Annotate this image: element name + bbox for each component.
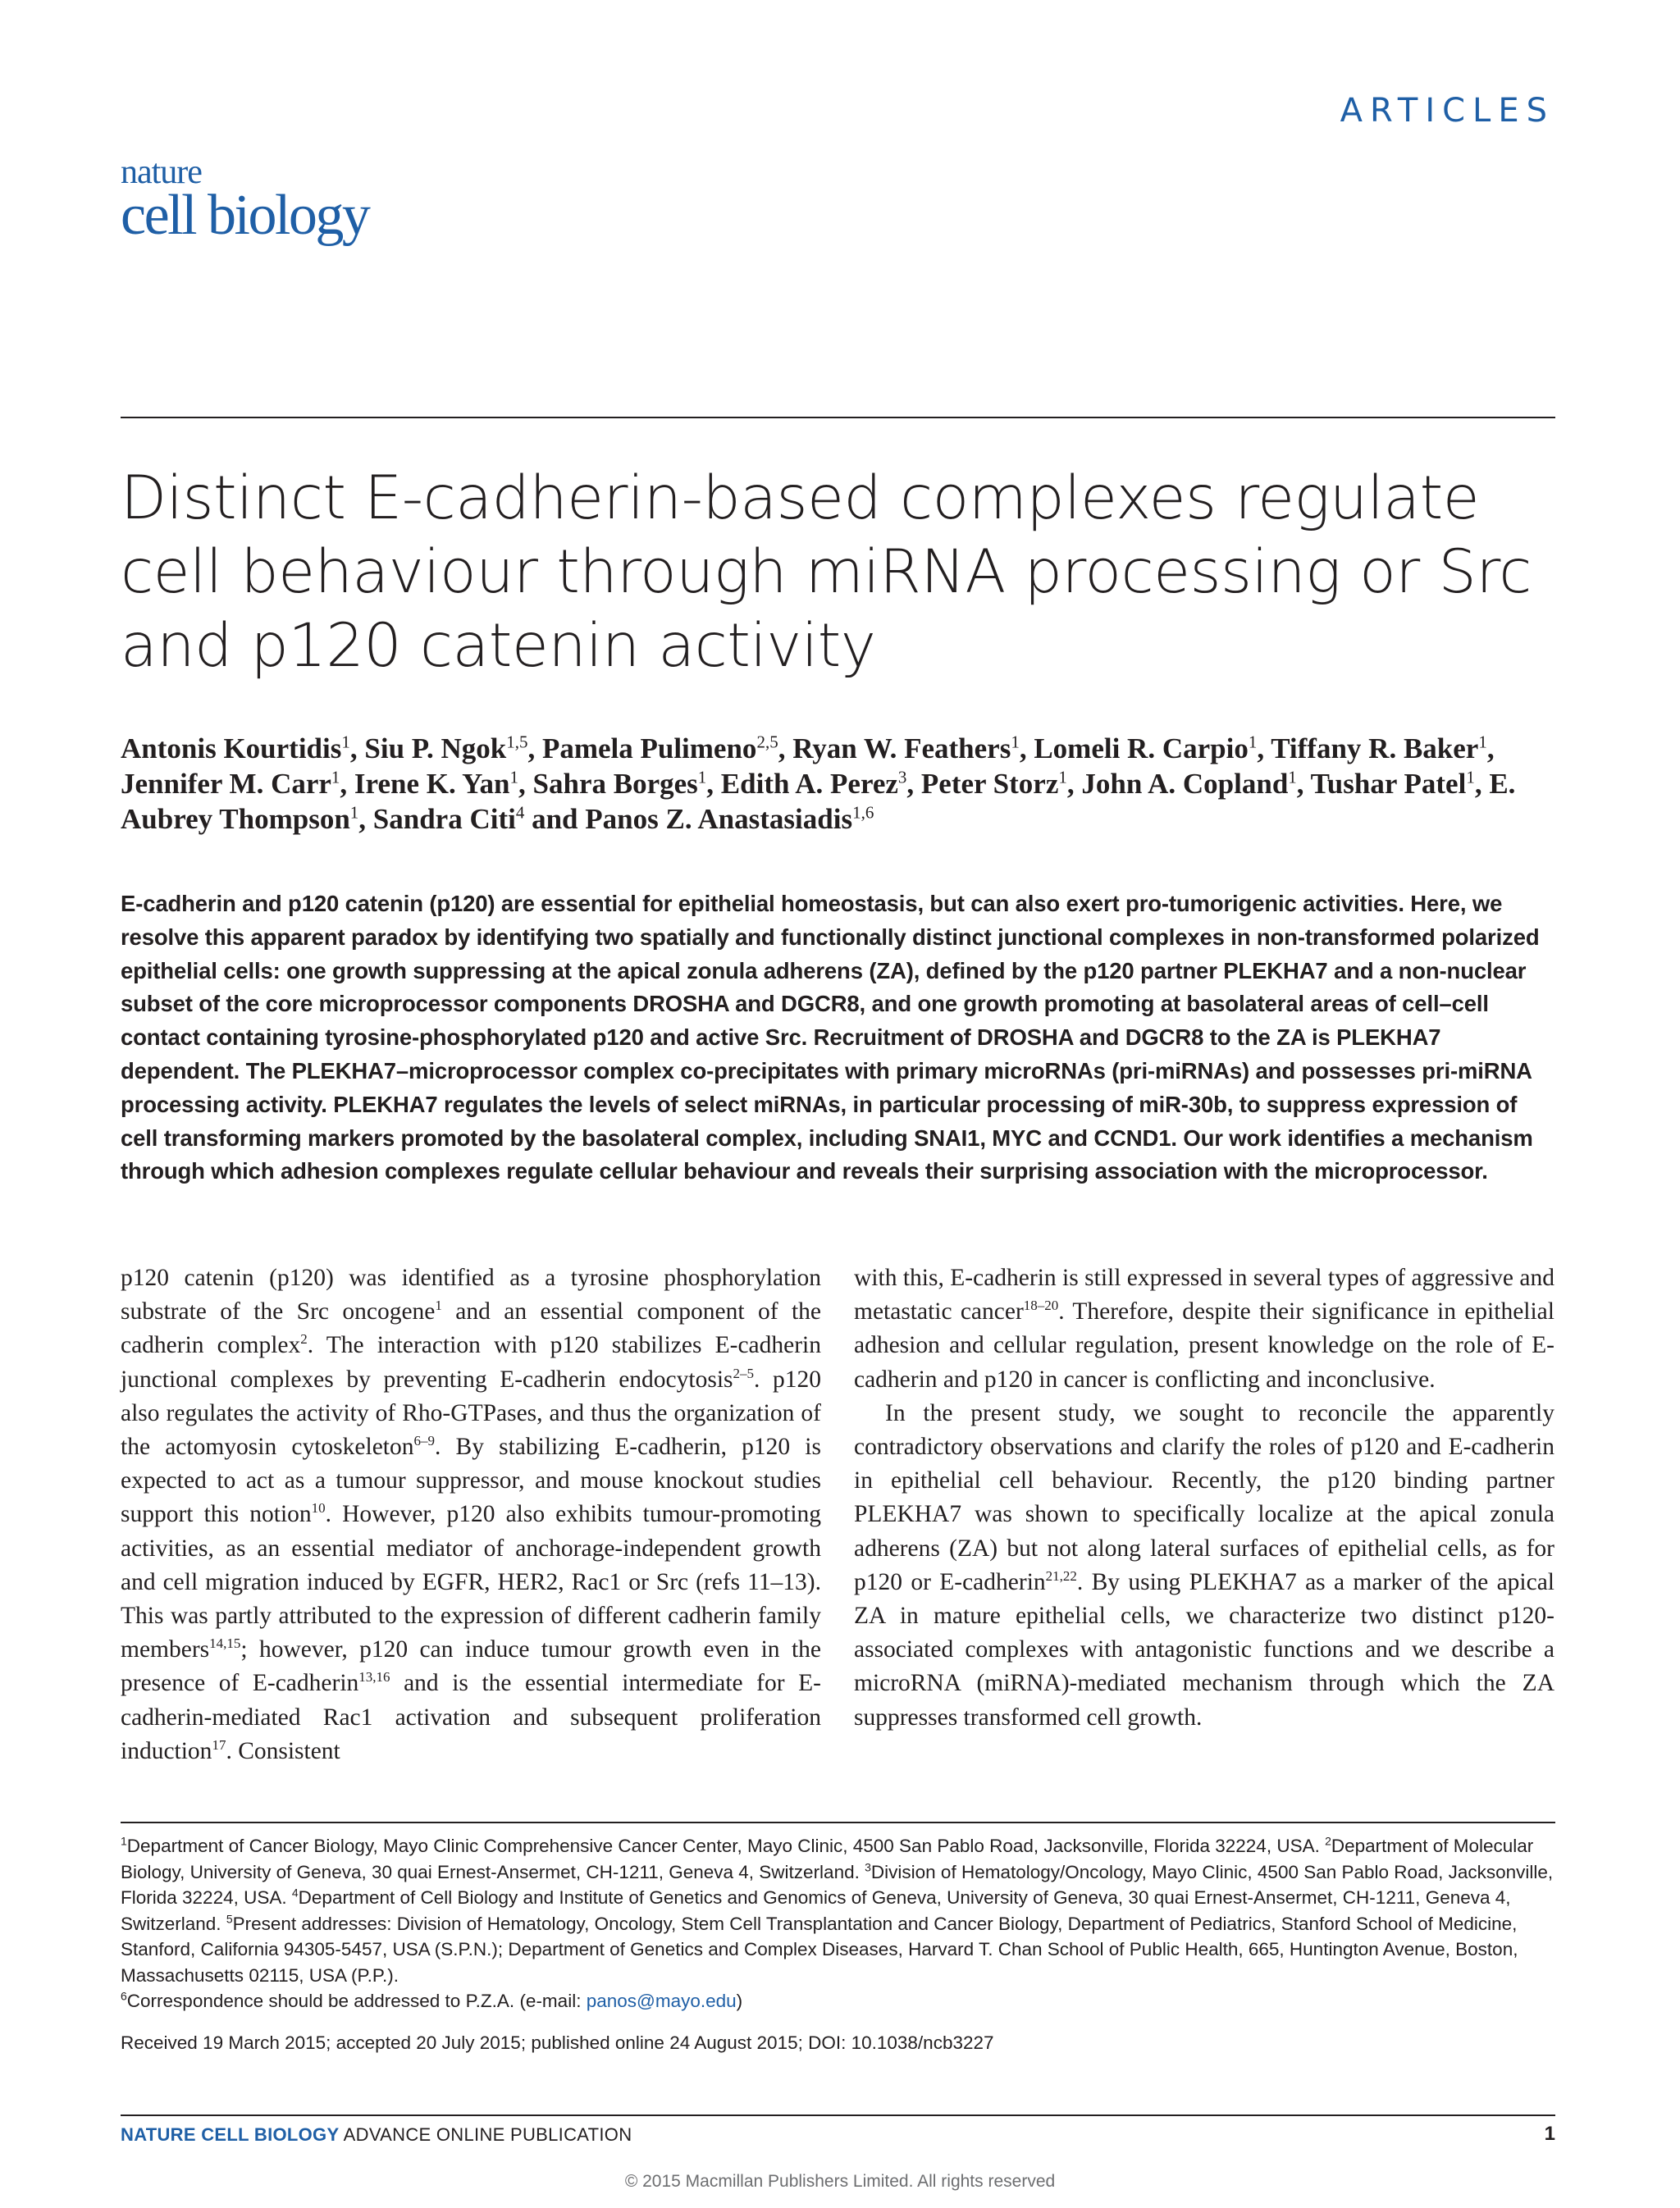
correspondence-email-link[interactable]: panos@mayo.edu	[586, 1991, 737, 2011]
body-column-left	[121, 1261, 821, 1768]
affiliations: $^1$Department of Cancer Biology, Mayo Clinic Comprehensive Cancer Center, Mayo Clinic, 4500 San Pablo Road, Jacksonville, Florida 32224, USA. $^2$Department of Molecular Biology, University of Geneva, 30 quai Ernest-Ansermet, CH-1211, Geneva 4, Switzerland. $^3$Division of Hematology/Oncology, Mayo Clinic, 4500 San Pablo Road, Jacksonville, Florida 32224, USA. $^4$Department of Cell Biology and Institute of Genetics and Genomics of Geneva, University of Geneva, 30 quai Ernest-Ansermet, CH-1211, Geneva 4, Switzerland. $^5$Present addresses: Division of Hematology, Oncology, Stem Cell Transplantation and Cancer Biology, Department of Pediatrics, Stanford School of Medicine, Stanford, California 94305-5457, USA (S.P.N.); Department of Genetics and Complex Diseases, Harvard T. Chan School of Public Health, 665, Huntington Avenue, Boston, Massachusetts 02115, USA (P.P.). $^6$Correspondence should be addressed to P.Z.A. (e-mail: panos@mayo.edu)	[121, 1834, 1554, 2011]
author: Siu P. Ngok$^{1,5}$	[364, 732, 528, 764]
body-paragraph: with this, E-cadherin is still expressed in several types of aggressive and metastatic cancer$^{18-20}$. Therefore, despite their significance in epithelial adhesion and cellular regulation, present knowledge on the role of E-cadherin and p120 in cancer is conflicting and inconclusive.	[854, 1265, 1554, 1393]
journal-logo	[121, 153, 369, 247]
body-column-right	[854, 1261, 1554, 1735]
journal-logo-bottom: cell biology	[121, 184, 369, 247]
author: Tushar Patel$^1$	[1310, 767, 1475, 800]
footer-journal	[121, 2124, 632, 2146]
author: Sandra Citi$^4$	[372, 802, 525, 835]
article-title: Distinct E-cadherin-based complexes regulate cell behaviour through miRNA processing or Src and p120 catenin activity	[121, 463, 1532, 681]
footnote-rule	[121, 1822, 1555, 1823]
header-rule	[121, 417, 1555, 418]
author: Lomeli R. Carpio$^1$	[1034, 732, 1258, 764]
author: Sahra Borges$^1$	[532, 767, 707, 800]
body-paragraph: p120 catenin (p120) was identified as a tyrosine phosphorylation substrate of the Src oncogene$^1$ and an essential component of the cadherin complex$^2$. The interaction with p120 stabilizes E-cadherin junctional complexes by preventing E-cadherin endocytosis$^{2-5}$. p120 also regulates the activity of Rho-GTPases, and thus the organization of the actomyosin cytoskeleton$^{6-9}$. By stabilizing E-cadherin, p120 is expected to act as a tumour suppressor, and mouse knockout studies support this notion$^{10}$. However, p120 also exhibits tumour-promoting activities, as an essential mediator of anchorage-independent growth and cell migration induced by EGFR, HER2, Rac1 or Src (refs 11–13). This was partly attributed to the expression of different cadherin family members$^{14,15}$; however, p120 can induce tumour growth even in the presence of E-cadherin$^{13,16}$ and is the essential intermediate for E-cadherin-mediated Rac1 activation and subsequent proliferation induction$^{17}$. Consistent	[121, 1265, 822, 1764]
journal-logo-top: nature	[121, 153, 202, 191]
author: E. Aubrey Thompson$^1$	[121, 768, 1516, 835]
page-number: 1	[1544, 2123, 1555, 2145]
author-list: Antonis Kourtidis$^1$, Siu P. Ngok$^{1,5}$, Pamela Pulimeno$^{2,5}$, Ryan W. Feathers$^1$, Lomeli R. Carpio$^1$, Tiffany R. Baker$^1$, Jennifer M. Carr$^1$, Irene K. Yan$^1$, Sahra Borges$^1$, Edith A. Perez$^3$, Peter Storz$^1$, John A. Copland$^1$, Tushar Patel$^1$, E. Aubrey Thompson$^1$, Sandra Citi$^4$ and Panos Z. Anastasiadis$^{1,6}$	[121, 732, 1516, 835]
section-label: ARTICLES	[1340, 92, 1554, 130]
author: Peter Storz$^1$	[920, 767, 1067, 800]
author: Antonis Kourtidis$^1$	[121, 732, 350, 764]
publication-dates: Received 19 March 2015; accepted 20 July 2015; published online 24 August 2015; DOI: 10.1038/ncb3227	[121, 2032, 994, 2053]
footer-edition: ADVANCE ONLINE PUBLICATION	[343, 2124, 632, 2145]
body-paragraph: In the present study, we sought to reconcile the apparently contradictory observations and clarify the roles of p120 and E-cadherin in epithelial cell behaviour. Recently, the p120 binding partner PLEKHA7 was shown to specifically localize at the apical zonula adherens (ZA) but not along lateral surfaces of epithelial cells, as for p120 or E-cadherin$^{21,22}$. By using PLEKHA7 as a marker of the apical ZA in mature epithelial cells, we characterize two distinct p120-associated complexes with antagonistic functions and we describe a microRNA (miRNA)-mediated mechanism through which the ZA suppresses transformed cell growth.	[854, 1399, 1555, 1731]
author: Jennifer M. Carr$^1$	[121, 767, 340, 800]
abstract: E-cadherin and p120 catenin (p120) are essential for epithelial homeostasis, but can also exert pro-tumorigenic activities. Here, we resolve this apparent paradox by identifying two spatially and functionally distinct junctional complexes in non-transformed polarized epithelial cells: one growth suppressing at the apical zonula adherens (ZA), defined by the p120 partner PLEKHA7 and a non-nuclear subset of the core microprocessor components DROSHA and DGCR8, and one growth promoting at basolateral areas of cell–cell contact containing tyrosine-phosphorylated p120 and active Src. Recruitment of DROSHA and DGCR8 to the ZA is PLEKHA7 dependent. The PLEKHA7–microprocessor complex co-precipitates with primary microRNAs (pri-miRNAs) and possesses pri-miRNA processing activity. PLEKHA7 regulates the levels of select miRNAs, in particular processing of miR-30b, to suppress expression of cell transforming markers promoted by the basolateral complex, including SNAI1, MYC and CCND1. Our work identifies a mechanism through which adhesion complexes regulate cellular behaviour and reveals their surprising association with the microprocessor.	[121, 891, 1540, 1184]
author: Ryan W. Feathers$^1$	[792, 732, 1020, 764]
copyright: © 2015 Macmillan Publishers Limited. All rights reserved	[624, 2172, 1056, 2191]
author: John A. Copland$^1$	[1081, 767, 1297, 800]
author: Tiffany R. Baker$^1$	[1271, 732, 1487, 764]
author: Pamela Pulimeno$^{2,5}$	[541, 732, 778, 764]
author: Irene K. Yan$^1$	[354, 767, 519, 800]
author: Panos Z. Anastasiadis$^{1,6}$	[585, 802, 874, 835]
author: Edith A. Perez$^3$	[720, 767, 907, 800]
footer-journal-name: NATURE CELL BIOLOGY	[121, 2124, 340, 2145]
footer-rule	[121, 2114, 1555, 2116]
